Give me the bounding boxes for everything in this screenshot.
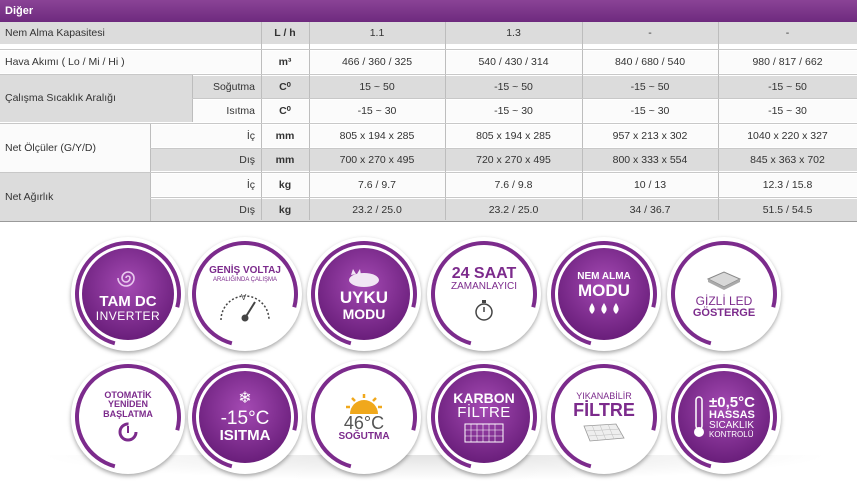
value-cell: 23.2 / 25.0	[445, 199, 582, 221]
value-cell: -15 ~ 30	[582, 100, 718, 122]
badge-line1: KARBON	[453, 389, 515, 406]
divider	[718, 22, 719, 220]
table-row-sogutma	[192, 76, 857, 98]
badge-line1: UYKU	[339, 288, 389, 308]
sub-label: Isıtma	[192, 100, 261, 122]
value-cell: 23.2 / 25.0	[309, 199, 445, 221]
divider	[150, 197, 857, 198]
value-cell: 1.1	[309, 22, 445, 44]
row-unit: C⁰	[261, 100, 309, 122]
badge-line1: GENİŞ VOLTAJ	[209, 265, 281, 277]
badge-line2: MODU	[342, 305, 386, 322]
stopwatch-icon	[473, 298, 495, 322]
spiral-icon	[115, 266, 141, 290]
gauge-label: V	[241, 292, 247, 302]
badge-line1: TAM DC	[99, 293, 157, 311]
badge-line2: SOĞUTMA	[338, 431, 390, 443]
value-cell: 700 x 270 x 495	[309, 149, 445, 171]
value-cell: 7.6 / 9.7	[309, 174, 445, 196]
value-cell: 7.6 / 9.8	[445, 174, 582, 196]
badge-line2: ISITMA	[219, 427, 271, 445]
value-cell: -15 ~ 50	[718, 76, 857, 98]
value-cell: -15 ~ 50	[445, 76, 582, 98]
value-cell: 805 x 194 x 285	[309, 125, 445, 147]
value-cell: 12.3 / 15.8	[718, 174, 857, 196]
value-cell: 805 x 194 x 285	[445, 125, 582, 147]
led-panel-icon	[704, 269, 744, 291]
badge-line2: FİLTRE	[457, 403, 511, 421]
section-header: Diğer	[0, 0, 857, 22]
badge-line2: ZAMANLAYICI	[451, 281, 517, 293]
mesh-filter-icon	[582, 422, 626, 442]
value-cell: 720 x 270 x 495	[445, 149, 582, 171]
restart-icon	[117, 421, 139, 443]
divider	[445, 22, 446, 220]
badge-nem-alma-modu	[547, 237, 661, 351]
gauge-icon	[215, 286, 275, 322]
value-cell: 800 x 333 x 554	[582, 149, 718, 171]
row-unit: m³	[261, 51, 309, 73]
value-cell: 10 / 13	[582, 174, 718, 196]
badge-line2: GÖSTERGE	[692, 306, 756, 319]
badge-line4: KONTROLÜ	[709, 430, 754, 440]
value-cell: 51.5 / 54.5	[718, 199, 857, 221]
badge-line2: HASSAS	[709, 408, 755, 421]
badge-sogutma	[307, 360, 421, 474]
badge-line2: INVERTER	[95, 308, 161, 323]
divider	[0, 172, 857, 173]
badge-line3: BAŞLATMA	[103, 408, 153, 419]
value-cell: 980 / 817 / 662	[718, 51, 857, 73]
spec-table	[0, 0, 857, 216]
badge-otomatik-yeniden-baslatma	[71, 360, 185, 474]
value-cell: 957 x 213 x 302	[582, 125, 718, 147]
row-unit: mm	[261, 125, 309, 147]
water-drops-icon	[586, 302, 622, 316]
badge-line1: GİZLİ LED	[695, 294, 753, 309]
badge-yikanabilir-filtre	[547, 360, 661, 474]
badge-gizli-led	[667, 237, 781, 351]
value-cell: 466 / 360 / 325	[309, 51, 445, 73]
value-cell: 34 / 36.7	[582, 199, 718, 221]
value-cell: -	[582, 22, 718, 44]
badge-line1: NEM ALMA	[577, 270, 631, 282]
table-row-isitma	[192, 100, 857, 122]
divider	[0, 74, 857, 75]
row-unit: kg	[261, 174, 309, 196]
badge-hassas-sicaklik	[667, 360, 781, 474]
badge-uyku-modu	[307, 237, 421, 351]
row-label: Hava Akımı ( Lo / Mi / Hi )	[0, 51, 261, 73]
row-group-label-olculer: Net Ölçüler (G/Y/D)	[0, 124, 150, 172]
row-unit: L / h	[261, 22, 309, 44]
value-cell: 15 ~ 50	[309, 76, 445, 98]
value-cell: 840 / 680 / 540	[582, 51, 718, 73]
badge-genis-voltaj	[188, 237, 302, 351]
sub-label: Dış	[150, 199, 261, 221]
sub-label: İç	[150, 125, 261, 147]
filter-grid-icon	[464, 423, 504, 443]
snowflake-icon: ❄	[238, 389, 252, 407]
divider	[192, 98, 857, 99]
value-cell: -15 ~ 30	[718, 100, 857, 122]
value-cell: 1.3	[445, 22, 582, 44]
row-label: Nem Alma Kapasitesi	[0, 22, 261, 44]
value-cell: -	[718, 22, 857, 44]
badge-line3: SICAKLIK	[709, 420, 755, 432]
divider	[0, 49, 857, 50]
badge-isitma	[188, 360, 302, 474]
sub-label: Soğutma	[192, 76, 261, 98]
badge-karbon-filtre	[427, 360, 541, 474]
badge-line2: ARALIĞINDA ÇALIŞMA	[212, 276, 278, 283]
value-cell: 1040 x 220 x 327	[718, 125, 857, 147]
badge-line2: YENİDEN	[107, 399, 148, 410]
badge-line1: 46°C	[343, 412, 385, 433]
row-unit: C⁰	[261, 76, 309, 98]
badge-line2: FİLTRE	[573, 400, 635, 421]
sub-label: İç	[150, 174, 261, 196]
table-row-nem	[0, 22, 857, 44]
sun-icon	[344, 392, 384, 414]
badge-line2: MODU	[578, 280, 630, 300]
row-group-label-agirlik: Net Ağırlık	[0, 173, 150, 221]
badge-24-saat	[427, 237, 541, 351]
value-cell: -15 ~ 30	[309, 100, 445, 122]
table-row-hava	[0, 51, 857, 73]
divider	[0, 123, 857, 124]
badge-line1: -15°C	[220, 407, 270, 429]
badge-tam-dc-inverter	[71, 237, 185, 351]
value-cell: 845 x 363 x 702	[718, 149, 857, 171]
divider	[0, 221, 857, 222]
row-unit: kg	[261, 199, 309, 221]
value-cell: -15 ~ 50	[582, 76, 718, 98]
badge-line1: OTOMATİK	[104, 390, 152, 401]
sleeping-cat-icon	[344, 267, 384, 287]
divider	[582, 22, 583, 220]
divider	[261, 22, 262, 220]
sub-label: Dış	[150, 149, 261, 171]
row-unit: mm	[261, 149, 309, 171]
row-group-label-sicaklik: Çalışma Sıcaklık Aralığı	[0, 74, 192, 122]
table-row-olcu-ic	[150, 125, 857, 147]
table-row-olcu-dis	[150, 149, 857, 171]
thermometer-icon	[693, 395, 705, 439]
divider	[309, 22, 310, 220]
badge-line1: ±0,5°C	[709, 393, 755, 411]
badge-line1: 24 SAAT	[451, 264, 517, 282]
badge-line1: YIKANABİLİR	[576, 391, 632, 402]
table-row-agirlik-ic	[150, 174, 857, 196]
value-cell: 540 / 430 / 314	[445, 51, 582, 73]
divider	[150, 148, 857, 149]
value-cell: -15 ~ 30	[445, 100, 582, 122]
table-row-agirlik-dis	[150, 199, 857, 221]
